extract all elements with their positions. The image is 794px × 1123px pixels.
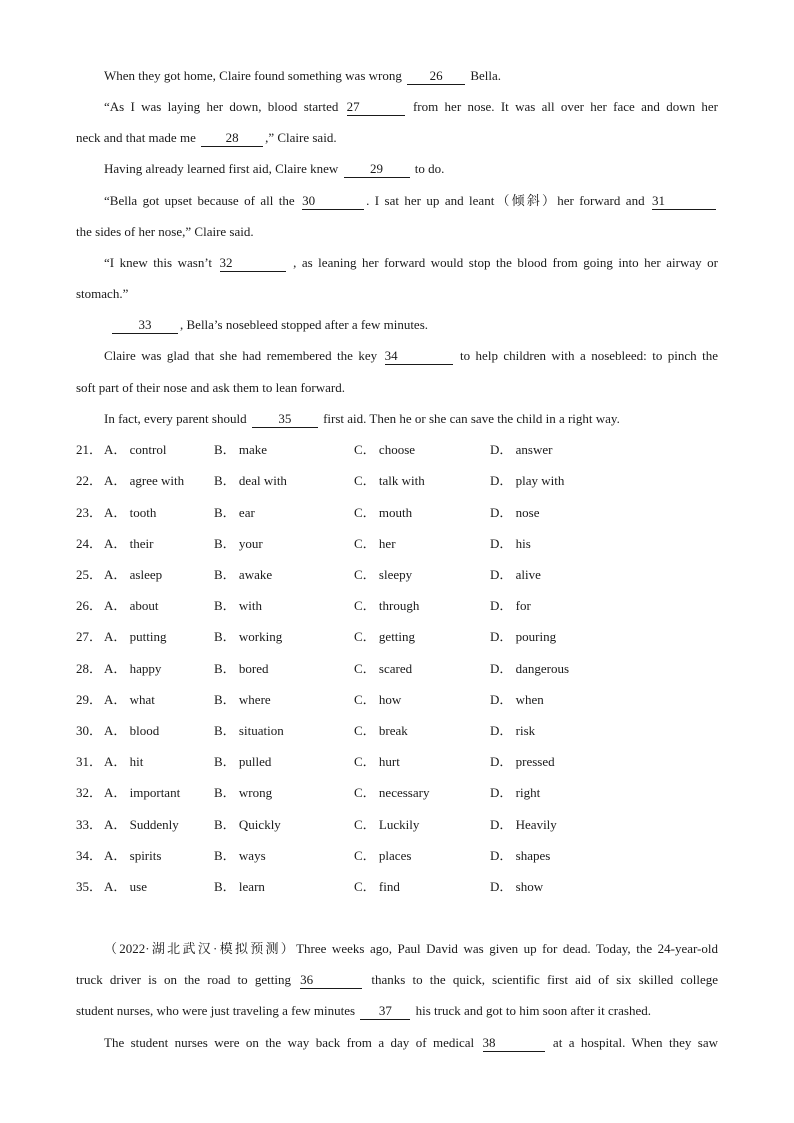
blank-35: 35 bbox=[252, 411, 318, 428]
option-c: C． places bbox=[354, 848, 412, 863]
passage-line: Claire was glad that she had remembered the key 34 to help children with a nosebleed: to pinch the bbox=[104, 348, 718, 363]
option-b: B． working bbox=[214, 629, 283, 644]
blank-32: 32 bbox=[220, 255, 286, 272]
option-c: C． her bbox=[354, 536, 396, 551]
blank-33: 33 bbox=[112, 317, 178, 334]
option-c: C． mouth bbox=[354, 505, 413, 520]
blank-36: 36 bbox=[300, 972, 362, 989]
option-d: D． pressed bbox=[490, 754, 555, 769]
option-b: B． situation bbox=[214, 723, 284, 738]
blank-34: 34 bbox=[385, 348, 453, 365]
option-d: D． right bbox=[490, 785, 541, 800]
option-c: C． find bbox=[354, 879, 400, 894]
option-c: C． how bbox=[354, 692, 402, 707]
passage-line: neck and that made me 28 ,” Claire said. bbox=[76, 130, 337, 145]
option-c: C． break bbox=[354, 723, 408, 738]
option-b: B． where bbox=[214, 692, 271, 707]
question-row: 32． A． important B． wrong C． necessary D． right bbox=[76, 783, 718, 803]
passage-line: “I knew this wasn’t 32 , as leaning her forward would stop the blood from going into her airway or bbox=[104, 255, 718, 270]
question-row: 26． A． about B． with C． through D． for bbox=[76, 596, 718, 616]
option-d: D． shapes bbox=[490, 848, 551, 863]
option-a: A． Suddenly bbox=[104, 817, 179, 832]
option-b: B． with bbox=[214, 598, 263, 613]
question-row: 22． A． agree with B． deal with C． talk with D． play with bbox=[76, 471, 718, 491]
option-a: A． tooth bbox=[104, 505, 157, 520]
option-a: A． happy bbox=[104, 661, 162, 676]
option-a: A． important bbox=[104, 785, 181, 800]
blank-28: 28 bbox=[201, 130, 263, 147]
question-row: 31． A． hit B． pulled C． hurt D． pressed bbox=[76, 752, 718, 772]
option-c: C． choose bbox=[354, 442, 416, 457]
option-a: A． control bbox=[104, 442, 167, 457]
option-d: D． nose bbox=[490, 505, 540, 520]
option-a: A． blood bbox=[104, 723, 160, 738]
passage-line: When they got home, Claire found something was wrong 26 Bella. bbox=[104, 68, 502, 83]
blank-30: 30 bbox=[302, 193, 364, 210]
option-b: B． your bbox=[214, 536, 263, 551]
blank-37: 37 bbox=[360, 1003, 410, 1020]
option-a: A． hit bbox=[104, 754, 144, 769]
option-b: B． awake bbox=[214, 567, 273, 582]
question-row: 34． A． spirits B． ways C． places D． shapes bbox=[76, 846, 718, 866]
option-c: C． hurt bbox=[354, 754, 400, 769]
blank-29: 29 bbox=[344, 161, 410, 178]
passage-line: “As I was laying her down, blood started 27 from her nose. It was all over her face and down her bbox=[104, 99, 718, 114]
option-c: C． Luckily bbox=[354, 817, 420, 832]
option-d: D． for bbox=[490, 598, 531, 613]
question-row: 27． A． putting B． working C． getting D． pouring bbox=[76, 627, 718, 647]
option-a: A． use bbox=[104, 879, 147, 894]
option-b: B． ways bbox=[214, 848, 266, 863]
passage-line: the sides of her nose,” Claire said. bbox=[76, 224, 254, 239]
option-b: B． deal with bbox=[214, 473, 287, 488]
passage-line: The student nurses were on the way back from a day of medical 38 at a hospital. When they saw bbox=[104, 1035, 718, 1050]
option-b: B． make bbox=[214, 442, 268, 457]
option-c: C． sleepy bbox=[354, 567, 413, 582]
question-row: 29． A． what B． where C． how D． when bbox=[76, 690, 718, 710]
option-d: D． dangerous bbox=[490, 661, 570, 676]
passage-line: truck driver is on the road to getting 36 thanks to the quick, scientific first aid of six skilled college bbox=[76, 972, 718, 987]
option-c: C． through bbox=[354, 598, 420, 613]
passage-line: soft part of their nose and ask them to lean forward. bbox=[76, 380, 345, 395]
question-row: 35． A． use B． learn C． find D． show bbox=[76, 877, 718, 897]
option-d: D． Heavily bbox=[490, 817, 557, 832]
passage2-intro-line: （2022·湖北武汉·模拟预测）Three weeks ago, Paul David was given up for dead. Today, the 24-year-old bbox=[104, 941, 718, 956]
question-row: 33． A． Suddenly B． Quickly C． Luckily D． Heavily bbox=[76, 815, 718, 835]
option-c: C． necessary bbox=[354, 785, 430, 800]
passage-line: “Bella got upset because of all the 30 . I sat her up and leant（倾斜）her forward and 31 bbox=[104, 191, 718, 211]
option-a: A． putting bbox=[104, 629, 167, 644]
question-row: 30． A． blood B． situation C． break D． risk bbox=[76, 721, 718, 741]
passage-line: 33 , Bella’s nosebleed stopped after a few minutes. bbox=[110, 315, 718, 335]
passage-line: stomach.” bbox=[76, 286, 129, 301]
option-b: B． pulled bbox=[214, 754, 272, 769]
option-a: A． about bbox=[104, 598, 159, 613]
blank-26: 26 bbox=[407, 68, 465, 85]
passage-line: Having already learned first aid, Claire knew 29 to do. bbox=[104, 161, 445, 176]
question-row: 21． A． control B． make C． choose D． answer bbox=[76, 440, 718, 460]
option-b: B． learn bbox=[214, 879, 265, 894]
option-a: A． agree with bbox=[104, 473, 185, 488]
option-a: A． what bbox=[104, 692, 155, 707]
option-d: D． risk bbox=[490, 723, 536, 738]
option-d: D． alive bbox=[490, 567, 541, 582]
option-d: D． his bbox=[490, 536, 531, 551]
option-c: C． getting bbox=[354, 629, 416, 644]
blank-31: 31 bbox=[652, 193, 716, 210]
question-row: 23． A． tooth B． ear C． mouth D． nose bbox=[76, 503, 718, 523]
option-b: B． ear bbox=[214, 505, 255, 520]
option-b: B． wrong bbox=[214, 785, 273, 800]
option-b: B． Quickly bbox=[214, 817, 281, 832]
option-c: C． talk with bbox=[354, 473, 425, 488]
option-a: A． asleep bbox=[104, 567, 163, 582]
passage-line: student nurses, who were just traveling a few minutes 37 his truck and got to him soon after it crashed. bbox=[76, 1003, 651, 1018]
option-d: D． show bbox=[490, 879, 544, 894]
blank-38: 38 bbox=[483, 1035, 545, 1052]
option-b: B． bored bbox=[214, 661, 269, 676]
option-a: A． their bbox=[104, 536, 154, 551]
option-d: D． play with bbox=[490, 473, 565, 488]
option-c: C． scared bbox=[354, 661, 413, 676]
blank-27: 27 bbox=[347, 99, 405, 116]
option-d: D． answer bbox=[490, 442, 553, 457]
question-row: 25． A． asleep B． awake C． sleepy D． alive bbox=[76, 565, 718, 585]
question-row: 24． A． their B． your C． her D． his bbox=[76, 534, 718, 554]
question-row: 28． A． happy B． bored C． scared D． dangerous bbox=[76, 659, 718, 679]
option-d: D． pouring bbox=[490, 629, 557, 644]
passage-line: In fact, every parent should 35 first aid. Then he or she can save the child in a right way. bbox=[104, 411, 620, 426]
option-a: A． spirits bbox=[104, 848, 162, 863]
option-d: D． when bbox=[490, 692, 544, 707]
